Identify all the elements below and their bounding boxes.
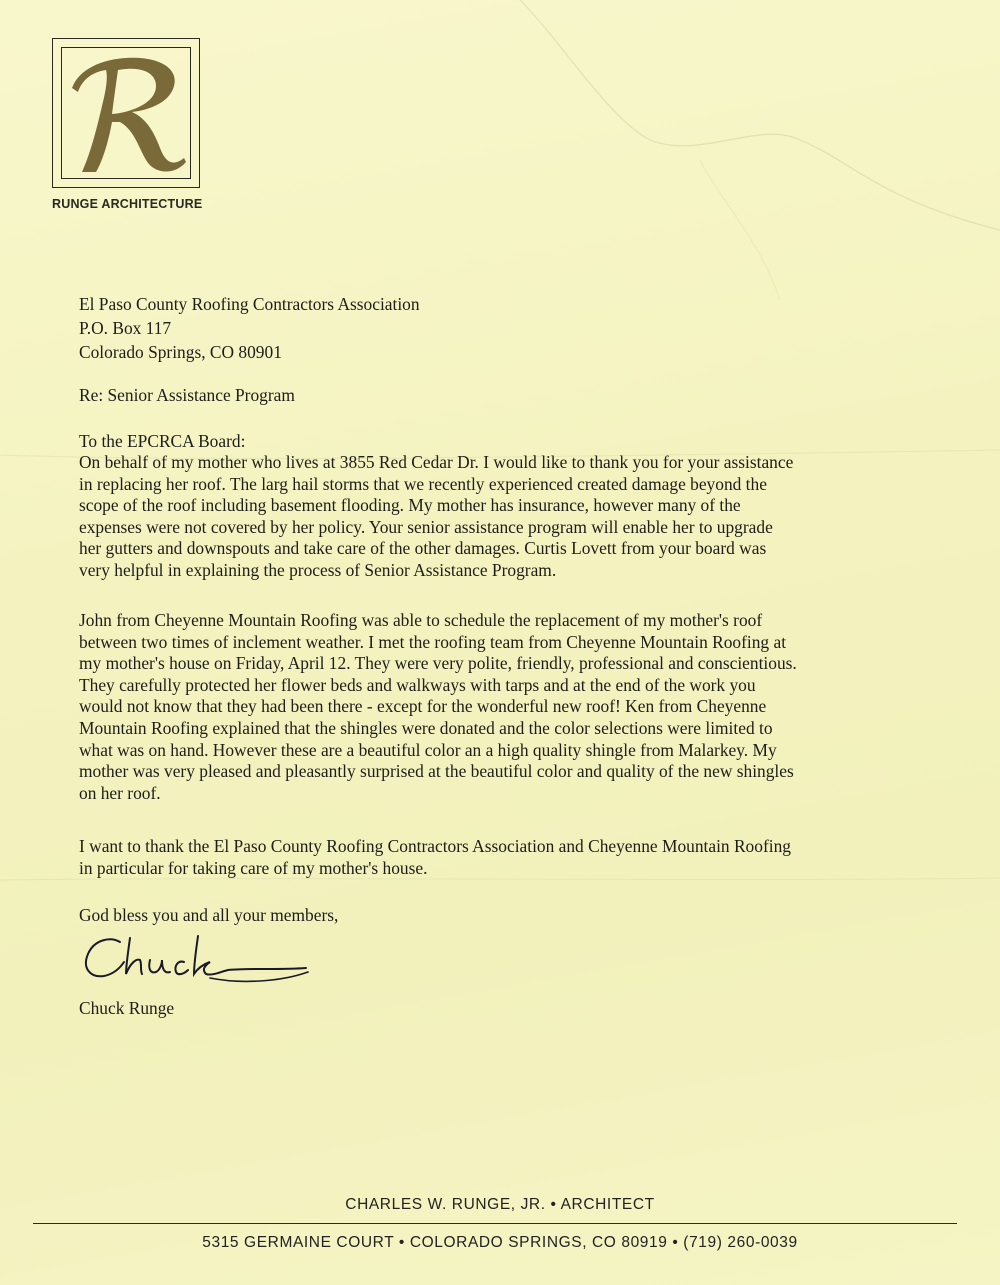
handwritten-signature (80, 928, 310, 990)
logo-inner-frame (61, 47, 191, 179)
text-line: her gutters and downspouts and take care of the other damages. Curtis Lovett from your board was (79, 538, 767, 559)
text-line: what was on hand. However these are a beautiful color an a high quality shingle from Malarkey. My (79, 739, 777, 760)
footer-address-line: 5315 GERMAINE COURT • COLORADO SPRINGS, CO 80919 • (719) 260-0039 (202, 1234, 798, 1251)
recipient-address (79, 292, 420, 364)
recipient-line: P.O. Box 117 (79, 318, 172, 338)
text-line: very helpful in explaining the process of Senior Assistance Program. (79, 559, 557, 580)
paragraph-3 (79, 836, 791, 879)
text-line: Mountain Roofing explained that the shingles were donated and the color selections were limited to (79, 717, 773, 738)
text-line: expenses were not covered by her policy. Your senior assistance program will enable her to upgrade (79, 516, 773, 537)
salutation: To the EPCRCA Board: (79, 431, 246, 451)
text-line: my mother's house on Friday, April 12. They were very polite, friendly, professional and conscientious. (79, 653, 797, 674)
text-line: On behalf of my mother who lives at 3855 Red Cedar Dr. I would like to thank you for your assistance (79, 452, 794, 472)
paragraph-1 (79, 452, 793, 582)
text-line: scope of the roof including basement flooding. My mother has insurance, however many of the (79, 495, 741, 516)
subject-line: Re: Senior Assistance Program (79, 385, 295, 405)
footer-divider (33, 1223, 957, 1224)
text-line: in particular for taking care of my mother's house. (79, 857, 428, 878)
text-line: in replacing her roof. The larg hail storms that we recently experienced created damage beyond the (79, 473, 767, 494)
logo-caption: RUNGE ARCHITECTURE (52, 197, 203, 211)
recipient-line: El Paso County Roofing Contractors Association (79, 294, 420, 314)
text-line: would not know that they had been there - except for the wonderful new roof! Ken from Cheyenne (79, 696, 767, 717)
runge-r-logo-icon (62, 48, 191, 179)
recipient-line: Colorado Springs, CO 80901 (79, 342, 282, 362)
logo-frame (52, 38, 200, 188)
text-line: John from Cheyenne Mountain Roofing was able to schedule the replacement of my mother's roof (79, 610, 763, 630)
footer-name-line: CHARLES W. RUNGE, JR. • ARCHITECT (345, 1196, 655, 1213)
text-line: I want to thank the El Paso County Roofing Contractors Association and Cheyenne Mountain Roofing (79, 836, 791, 856)
text-line: mother was very pleased and pleasantly surprised at the beautiful color and quality of the new shingles (79, 761, 794, 782)
paragraph-2 (79, 610, 797, 804)
closing: God bless you and all your members, (79, 905, 339, 925)
signer-name: Chuck Runge (79, 998, 175, 1018)
text-line: on her roof. (79, 782, 161, 803)
text-line: between two times of inclement weather. I met the roofing team from Cheyenne Mountain Roofing at (79, 631, 787, 652)
text-line: They carefully protected her flower beds and walkways with tarps and at the end of the work you (79, 674, 756, 695)
